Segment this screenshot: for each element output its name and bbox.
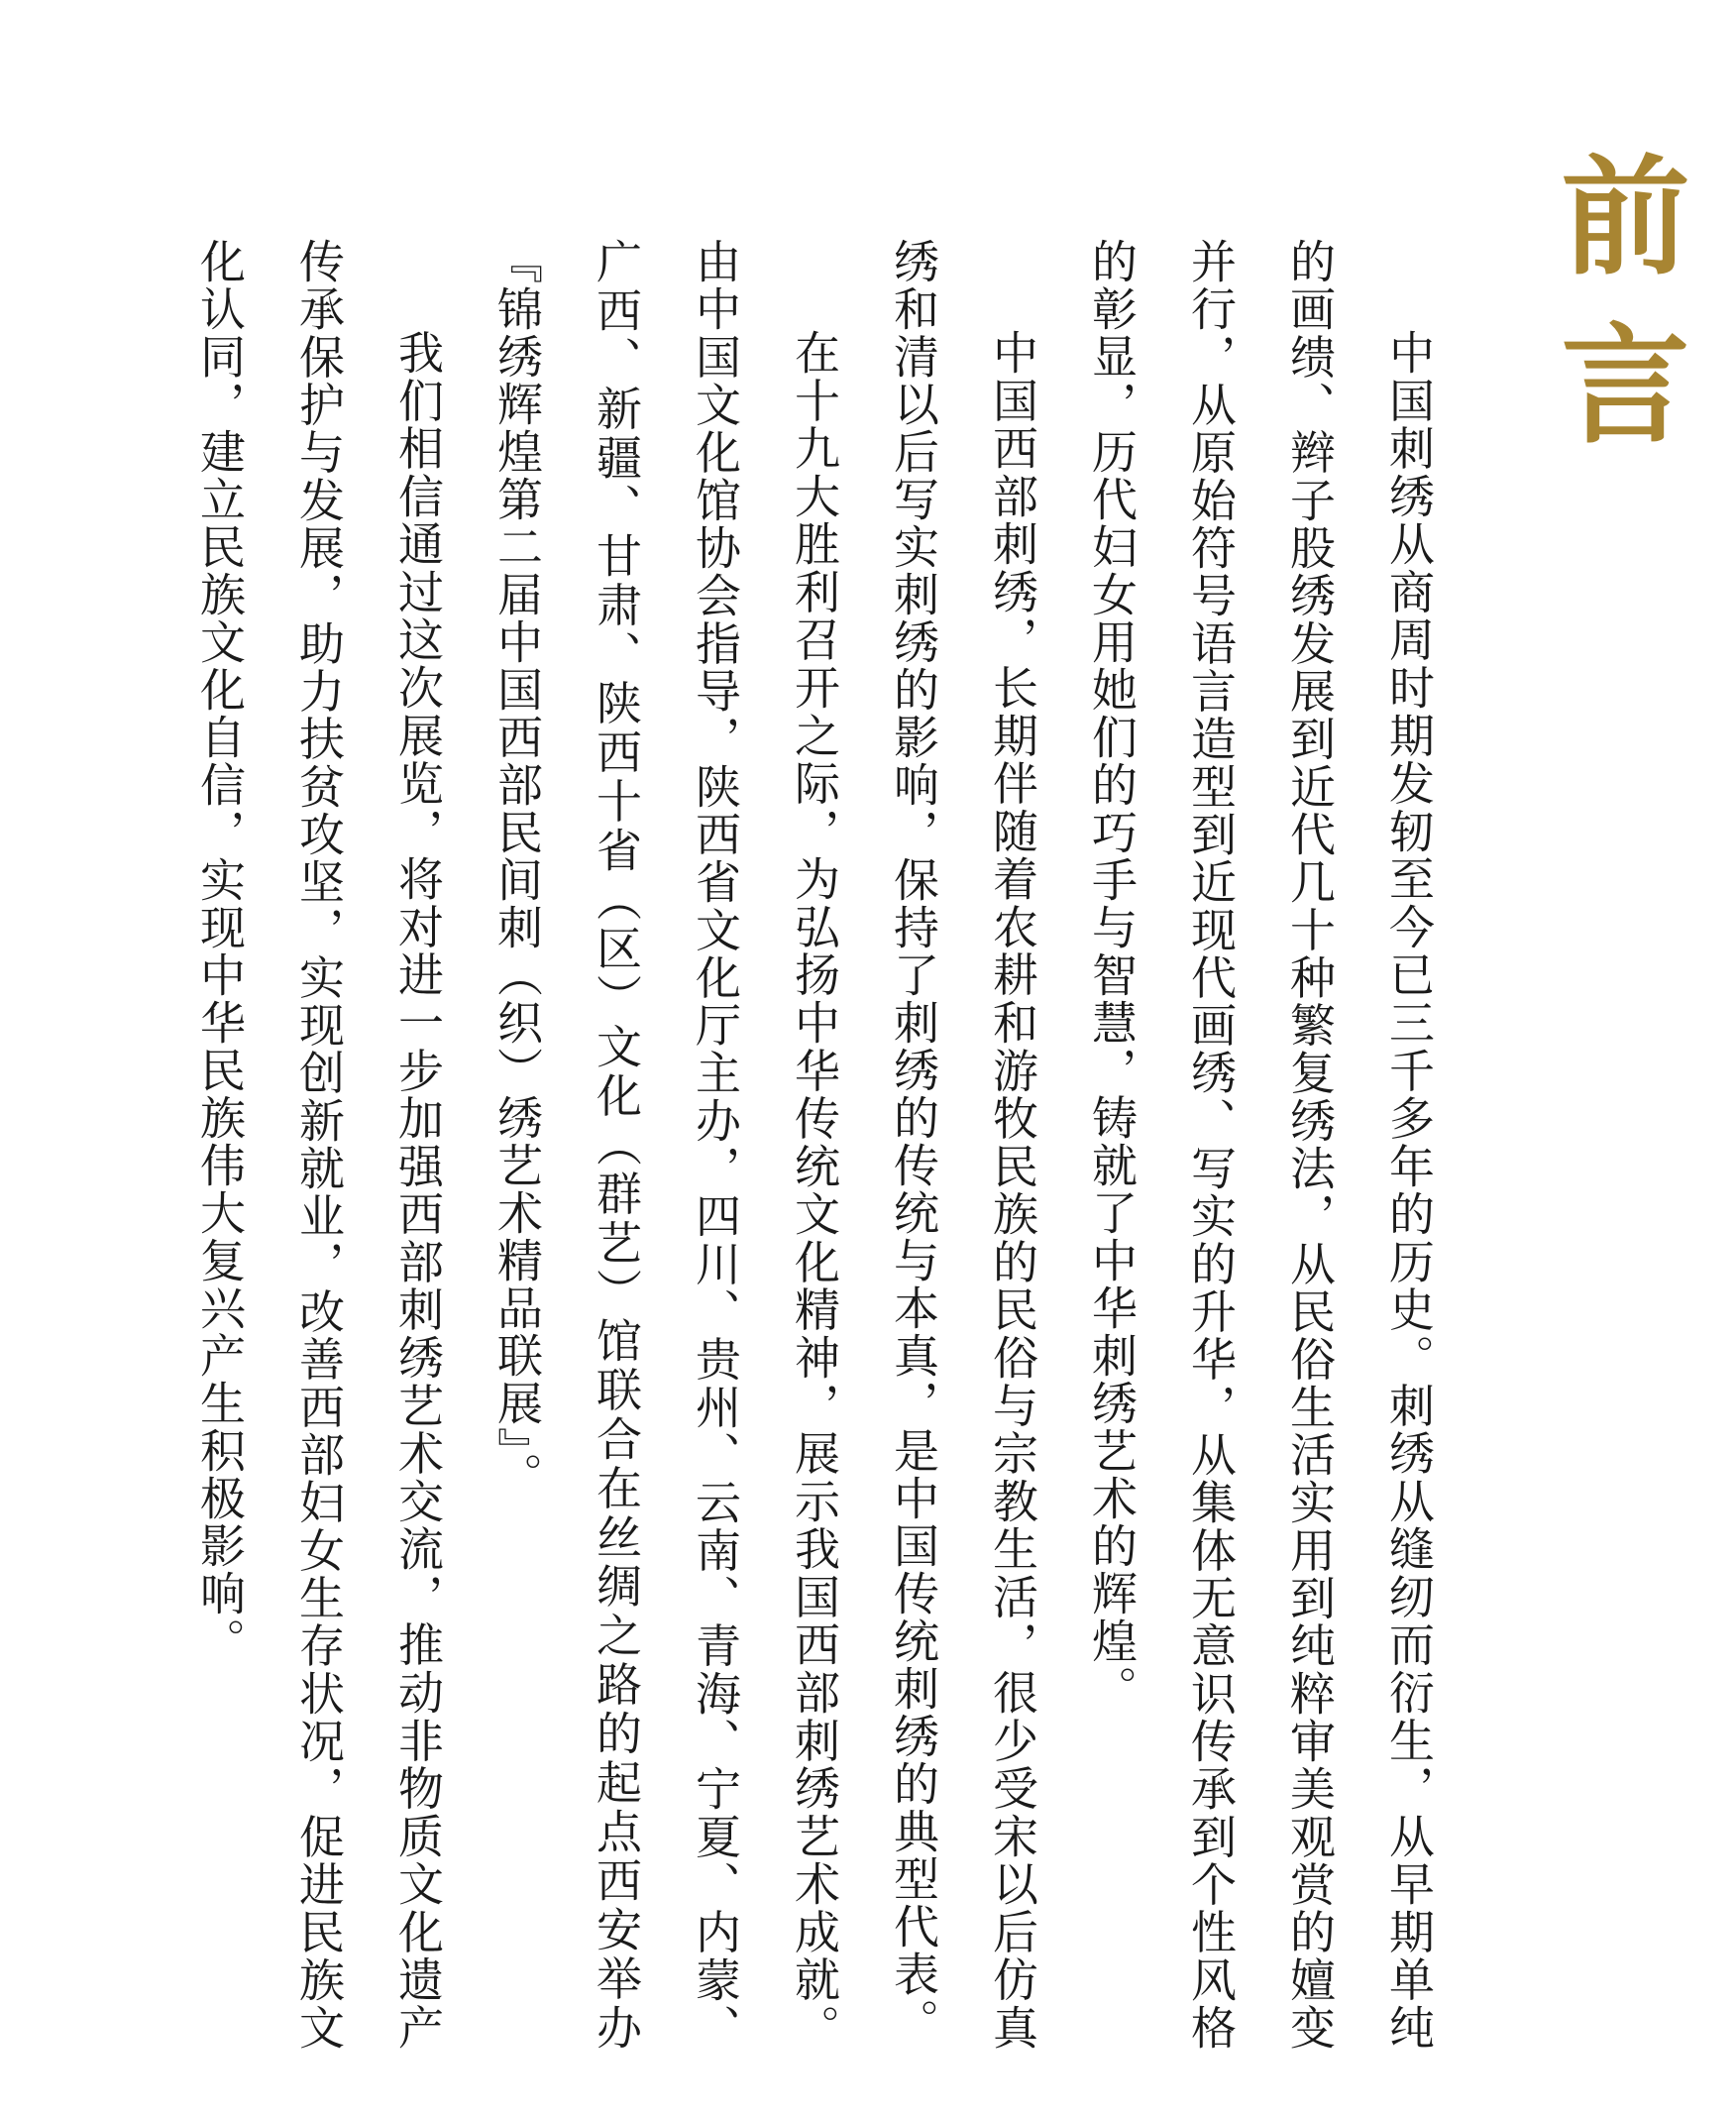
page-title: 前言	[1540, 149, 1691, 486]
preface-body	[170, 238, 1459, 2052]
paragraph-exhibition: 在十九大胜利召开之际，为弘扬中华传统文化精神，展示我国西部刺绣艺术成就。由中国文化馆协会指导，陕西省文化厅主办，四川、贵州、云南、青海、宁夏、内蒙、广西、新疆、甘肃、陕西十省（区）文化（群艺）馆联合在丝绸之路的起点西安举办『锦绣辉煌第二届中国西部民间刺（织）绣艺术精品联展』。	[490, 238, 841, 2052]
paragraph-history: 中国刺绣从商周时期发轫至今已三千多年的历史。刺绣从缝纫而衍生，从早期单纯的画缋、辫子股绣发展到近代几十种繁复绣法，从民俗生活实用到纯粹审美观赏的嬗变并行，从原始符号语言造型到近现代画绣、写实的升华，从集体无意识传承到个性风格的彰显，历代妇女用她们的巧手与智慧，铸就了中华刺绣艺术的辉煌。	[1085, 238, 1436, 2052]
paragraph-outlook: 我们相信通过这次展览，将对进一步加强西部刺绣艺术交流，推动非物质文化遗产传承保护与发展，助力扶贫攻坚，实现创新就业，改善西部妇女生存状况，促进民族文化认同，建立民族文化自信，实现中华民族伟大复兴产生积极影响。	[193, 238, 445, 2052]
paragraph-western-embroidery: 中国西部刺绣，长期伴随着农耕和游牧民族的民俗与宗教生活，很少受宋以后仿真绣和清以后写实刺绣的影响，保持了刺绣的传统与本真，是中国传统刺绣的典型代表。	[887, 238, 1039, 2052]
